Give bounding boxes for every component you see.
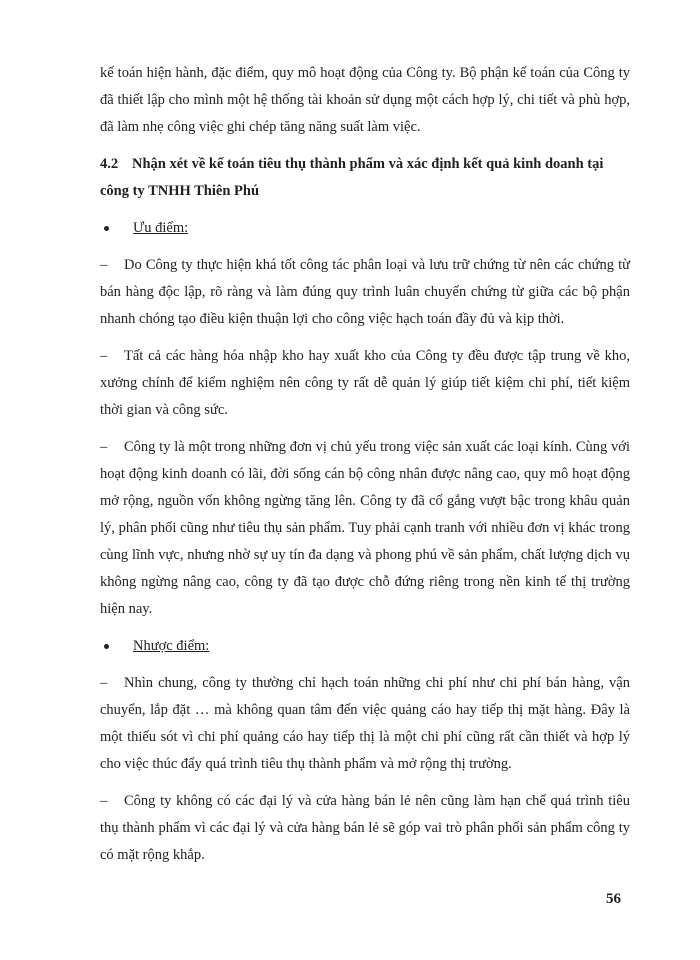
section-title: Nhận xét về kế toán tiêu thụ thành phẩm và xác định kết quả kinh doanh tại công ty TNHH Thiên Phú (100, 156, 604, 199)
section-number: 4.2 (100, 156, 119, 172)
disadvantage-item (100, 670, 630, 778)
advantage-item (100, 343, 630, 424)
disadvantage-text: Nhìn chung, công ty thường chỉ hạch toán những chi phí như chi phí bán hàng, vận chuyển, lắp đặt … mà không quan tâm đến việc quảng cáo hay tiếp thị mặt hàng. Đây là một thiếu sót vì chi phí quảng cáo hay tiếp thị là một chi phí cũng rất cần thiết và hợp lý cho việc thúc đẩy quá trình tiêu thụ thành phẩm và mở rộng thị trường. (100, 675, 630, 772)
dash-marker: – (100, 675, 108, 691)
disadvantages-label: Nhược điểm: (133, 638, 210, 654)
advantages-bullet (100, 215, 630, 242)
dash-marker: – (100, 793, 108, 809)
advantages-label: Ưu điểm: (133, 220, 189, 236)
dash-marker: – (100, 439, 108, 455)
advantage-text: Công ty là một trong những đơn vị chủ yếu trong việc sản xuất các loại kính. Cùng với hoạt động kinh doanh có lãi, đời sống cán bộ công nhân được nâng cao, quy mô hoạt động mở rộng, nguồn vốn không ngừng tăng lên. Công ty đã cố gắng vượt bậc trong khâu quản lý, phân phối cũng như tiêu thụ sản phẩm. Tuy phải cạnh tranh với nhiều đơn vị khác trong cùng lĩnh vực, nhưng nhờ sự uy tín đa dạng và phong phú về sản phẩm, chất lượng dịch vụ không ngừng nâng cao, công ty đã tạo được chỗ đứng riêng trong nền kinh tế thị trường hiện nay. (100, 439, 630, 617)
document-page (100, 60, 630, 879)
disadvantage-item (100, 788, 630, 869)
dash-marker: – (100, 348, 108, 364)
dash-marker: – (100, 257, 108, 273)
page-number: 56 (606, 891, 621, 907)
advantage-item (100, 252, 630, 333)
advantage-text: Tất cả các hàng hóa nhập kho hay xuất kho của Công ty đều được tập trung về kho, xưởng chính để kiểm nghiệm nên công ty rất dễ quản lý giúp tiết kiệm chi phí, tiết kiệm thời gian và công sức. (100, 348, 630, 418)
advantage-item (100, 434, 630, 623)
disadvantage-text: Công ty không có các đại lý và cửa hàng bán lẻ nên cũng làm hạn chế quá trình tiêu thụ thành phẩm vì các đại lý và cửa hàng bán lẻ sẽ góp vai trò phân phối sản phẩm công ty có mặt rộng khắp. (100, 793, 630, 863)
bullet-icon (104, 644, 109, 649)
intro-paragraph: kế toán hiện hành, đặc điểm, quy mô hoạt động của Công ty. Bộ phận kế toán của Công ty đã thiết lập cho mình một hệ thống tài khoản sử dụng một cách hợp lý, chi tiết và phù hợp, đã làm nhẹ công việc ghi chép tăng năng suất làm việc. (100, 65, 630, 135)
disadvantages-bullet (100, 633, 630, 660)
advantage-text: Do Công ty thực hiện khá tốt công tác phân loại và lưu trữ chứng từ nên các chứng từ bán hàng độc lập, rõ ràng và làm đúng quy trình luân chuyển chứng từ giữa các bộ phận nhanh chóng tạo điều kiện thuận lợi cho công việc hạch toán đầy đủ và kịp thời. (100, 257, 630, 327)
section-heading (100, 151, 630, 205)
bullet-icon (104, 226, 109, 231)
